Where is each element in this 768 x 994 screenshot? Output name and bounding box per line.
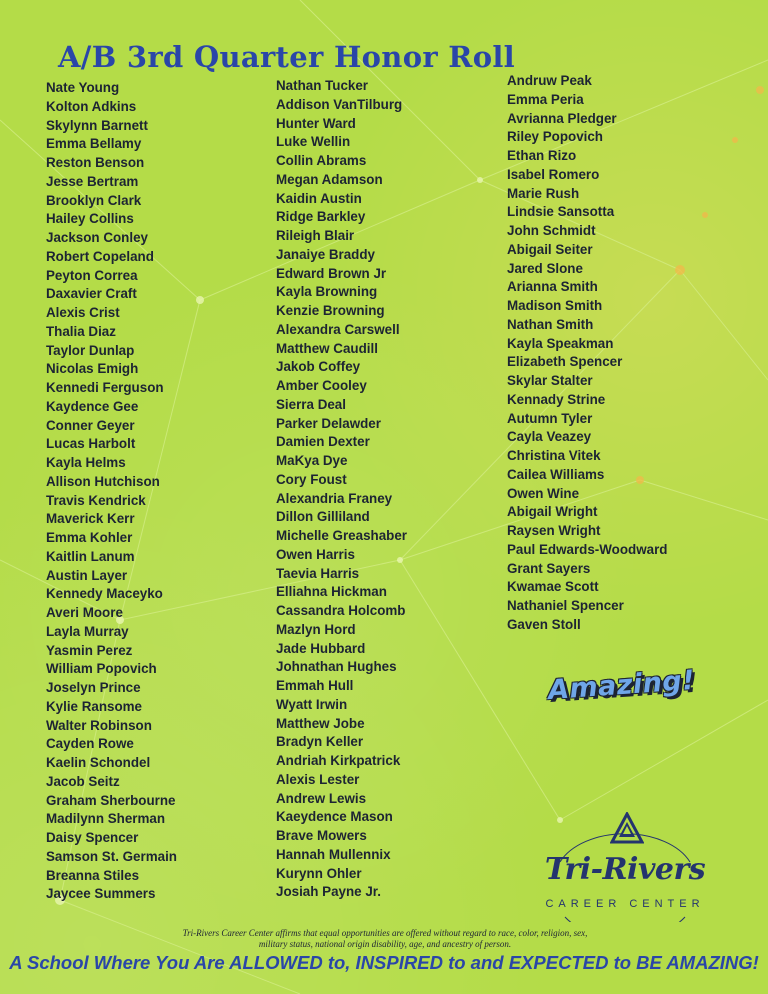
honor-roll-name: Thalia Diaz xyxy=(46,323,116,339)
honor-roll-name: Wyatt Irwin xyxy=(276,696,348,712)
honor-roll-name: Kylie Ransome xyxy=(46,698,143,714)
school-tagline: A School Where You Are ALLOWED to, INSPIRED to and EXPECTED to BE AMAZING! xyxy=(9,952,759,973)
honor-roll-name: Isabel Romero xyxy=(507,166,600,182)
honor-roll-name: Kaelin Schondel xyxy=(46,755,151,770)
honor-roll-name: Hannah Mullennix xyxy=(276,846,391,862)
honor-roll-name: Amber Cooley xyxy=(276,378,367,393)
honor-roll-name: Peyton Correa xyxy=(46,267,138,283)
honor-roll-name: Walter Robinson xyxy=(46,717,152,733)
honor-roll-name: Kayla Speakman xyxy=(507,335,614,351)
honor-roll-name: Reston Benson xyxy=(46,155,145,170)
honor-roll-name: Addison VanTilburg xyxy=(276,96,403,112)
honor-roll-name: William Popovich xyxy=(46,661,157,677)
honor-roll-name: Kaydence Gee xyxy=(46,398,139,414)
honor-roll-name: Kayla Helms xyxy=(46,455,126,470)
honor-roll-name: Layla Murray xyxy=(46,623,129,639)
honor-roll-column-2 xyxy=(276,77,407,902)
honor-roll-name: Luke Wellin xyxy=(276,134,351,150)
honor-roll-name: Brave Mowers xyxy=(276,828,367,843)
honor-roll-name: Jacob Seitz xyxy=(46,773,120,789)
disclaimer-line-2: military status, national origin disability, age, and ancestry of person. xyxy=(258,939,512,949)
honor-roll-name: Cayden Rowe xyxy=(46,736,134,752)
honor-roll-name: Andriah Kirkpatrick xyxy=(276,753,401,768)
disclaimer-line-1: Tri-Rivers Career Center affirms that equal opportunities are offered without regard to race, color, religion, sex, xyxy=(182,928,588,938)
tri-rivers-logo xyxy=(540,812,710,932)
honor-roll-name: Nate Young xyxy=(46,80,120,95)
honor-roll-name: Jesse Bertram xyxy=(46,173,139,189)
honor-roll-name: Nathaniel Spencer xyxy=(507,598,624,613)
honor-roll-name: Owen Wine xyxy=(507,485,580,501)
honor-roll-name: Matthew Jobe xyxy=(276,715,365,731)
honor-roll-name: Michelle Greashaber xyxy=(276,528,407,543)
honor-roll-name: Emma Peria xyxy=(507,91,584,107)
honor-roll-name: Madilynn Sherman xyxy=(46,811,166,827)
honor-roll-column-1 xyxy=(46,79,177,904)
honor-roll-name: Megan Adamson xyxy=(276,171,383,187)
honor-roll-name: Breanna Stiles xyxy=(46,867,140,883)
honor-roll-name: Raysen Wright xyxy=(507,523,601,538)
honor-roll-name: Alexis Lester xyxy=(276,771,360,787)
honor-roll-name: Hunter Ward xyxy=(276,115,356,131)
honor-roll-name: Nicolas Emigh xyxy=(46,361,139,377)
honor-roll-name: Averi Moore xyxy=(46,605,123,620)
honor-roll-name: Kwamae Scott xyxy=(507,579,599,595)
honor-roll-name: Janaiye Braddy xyxy=(276,246,375,262)
honor-roll-name: Rileigh Blair xyxy=(276,228,355,243)
honor-roll-name: Jakob Coffey xyxy=(276,359,361,375)
honor-roll-name: Taevia Harris xyxy=(276,565,360,581)
honor-roll-name: Kaeydence Mason xyxy=(276,809,393,825)
honor-roll-name: Kenzie Browning xyxy=(276,303,385,318)
honor-roll-name: Allison Hutchison xyxy=(46,473,160,489)
honor-roll-name: Edward Brown Jr xyxy=(276,265,387,281)
honor-roll-name: Kennedy Maceyko xyxy=(46,586,163,602)
honor-roll-name: Ridge Barkley xyxy=(276,209,366,225)
honor-roll-name: Collin Abrams xyxy=(276,153,367,168)
honor-roll-name: Alexandria Franey xyxy=(276,490,393,506)
honor-roll-name: Elliahna Hickman xyxy=(276,584,387,600)
honor-roll-name: Kennady Strine xyxy=(507,391,606,407)
honor-roll-name: Madison Smith xyxy=(507,298,603,313)
honor-roll-name: Taylor Dunlap xyxy=(46,342,135,358)
honor-roll-name: Jaycee Summers xyxy=(46,886,156,902)
honor-roll-name: Emma Kohler xyxy=(46,530,133,545)
honor-roll-name: Travis Kendrick xyxy=(46,492,146,508)
honor-roll-name: Robert Copeland xyxy=(46,248,154,264)
honor-roll-name: Kolton Adkins xyxy=(46,98,137,114)
honor-roll-name: Andruw Peak xyxy=(507,73,592,88)
honor-roll-name: Yasmin Perez xyxy=(46,642,133,658)
honor-roll-name: Cailea Williams xyxy=(507,466,605,482)
honor-roll-name: John Schmidt xyxy=(507,223,596,238)
honor-roll-name: Emma Bellamy xyxy=(46,136,142,152)
honor-roll-name: Damien Dexter xyxy=(276,434,370,450)
honor-roll-name: Graham Sherbourne xyxy=(46,792,176,808)
honor-roll-name: MaKya Dye xyxy=(276,453,348,468)
honor-roll-name: Skylynn Barnett xyxy=(46,117,148,133)
honor-roll-name: Dillon Gilliland xyxy=(276,509,370,525)
honor-roll-name: Sierra Deal xyxy=(276,396,346,412)
honor-roll-name: Jackson Conley xyxy=(46,230,148,245)
honor-roll-name: Cayla Veazey xyxy=(507,429,592,445)
honor-roll-name: Austin Layer xyxy=(46,567,128,583)
honor-roll-name: Christina Vitek xyxy=(507,448,601,463)
honor-roll-column-3 xyxy=(507,72,667,635)
equal-opportunity-disclaimer xyxy=(160,928,610,950)
honor-roll-name: Nathan Smith xyxy=(507,316,594,332)
honor-roll-name: Emmah Hull xyxy=(276,678,354,693)
triangle-arrows-icon xyxy=(610,812,644,844)
honor-roll-name: Abigail Seiter xyxy=(507,241,593,257)
honor-roll-name: Arianna Smith xyxy=(507,279,598,295)
honor-roll-name: Matthew Caudill xyxy=(276,340,378,356)
page-title: A/B 3rd Quarter Honor Roll xyxy=(58,40,515,74)
honor-roll-name: Kennedi Ferguson xyxy=(46,380,164,395)
honor-roll-name: Hailey Collins xyxy=(46,211,134,227)
honor-roll-name: Andrew Lewis xyxy=(276,790,367,806)
honor-roll-name: Daxavier Craft xyxy=(46,286,137,302)
honor-roll-name: Maverick Kerr xyxy=(46,511,135,527)
honor-roll-name: Kurynn Ohler xyxy=(276,865,362,881)
honor-roll-name: Grant Sayers xyxy=(507,560,591,576)
honor-roll-name: Kayla Browning xyxy=(276,284,378,300)
honor-roll-name: Gaven Stoll xyxy=(507,616,581,632)
amazing-callout: Amazing! xyxy=(547,664,696,707)
honor-roll-name: Marie Rush xyxy=(507,185,580,201)
honor-roll-name: Elizabeth Spencer xyxy=(507,354,623,370)
honor-roll-name: Alexis Crist xyxy=(46,305,120,320)
honor-roll-name: Jared Slone xyxy=(507,260,583,276)
honor-roll-name: Johnathan Hughes xyxy=(276,659,397,675)
honor-roll-name: Lucas Harbolt xyxy=(46,436,136,452)
honor-roll-name: Abigail Wright xyxy=(507,504,598,520)
honor-roll-name: Mazlyn Hord xyxy=(276,621,356,637)
honor-roll-name: Kaidin Austin xyxy=(276,190,362,206)
logo-name: Tri-Rivers xyxy=(544,852,706,887)
honor-roll-name: Cassandra Holcomb xyxy=(276,603,406,618)
honor-roll-name: Parker Delawder xyxy=(276,415,381,431)
honor-roll-name: Josiah Payne Jr. xyxy=(276,884,381,900)
honor-roll-name: Lindsie Sansotta xyxy=(507,204,615,220)
honor-roll-name: Avrianna Pledger xyxy=(507,110,617,126)
honor-roll-name: Kaitlin Lanum xyxy=(46,548,135,564)
honor-roll-name: Conner Geyer xyxy=(46,417,135,433)
honor-roll-name: Nathan Tucker xyxy=(276,78,369,93)
honor-roll-name: Brooklyn Clark xyxy=(46,192,142,208)
honor-roll-name: Cory Foust xyxy=(276,471,347,487)
honor-roll-name: Jade Hubbard xyxy=(276,640,366,656)
honor-roll-name: Samson St. Germain xyxy=(46,848,177,864)
honor-roll-name: Daisy Spencer xyxy=(46,830,139,845)
honor-roll-name: Owen Harris xyxy=(276,546,355,562)
honor-roll-name: Skylar Stalter xyxy=(507,373,593,388)
honor-roll-name: Bradyn Keller xyxy=(276,734,364,750)
honor-roll-name: Joselyn Prince xyxy=(46,680,141,695)
honor-roll-name: Ethan Rizo xyxy=(507,148,577,163)
honor-roll-name: Autumn Tyler xyxy=(507,410,593,426)
honor-roll-name: Alexandra Carswell xyxy=(276,321,400,337)
honor-roll-name: Paul Edwards-Woodward xyxy=(507,541,668,557)
honor-roll-name: Riley Popovich xyxy=(507,129,603,145)
logo-subtitle: CAREER CENTER xyxy=(545,898,705,910)
